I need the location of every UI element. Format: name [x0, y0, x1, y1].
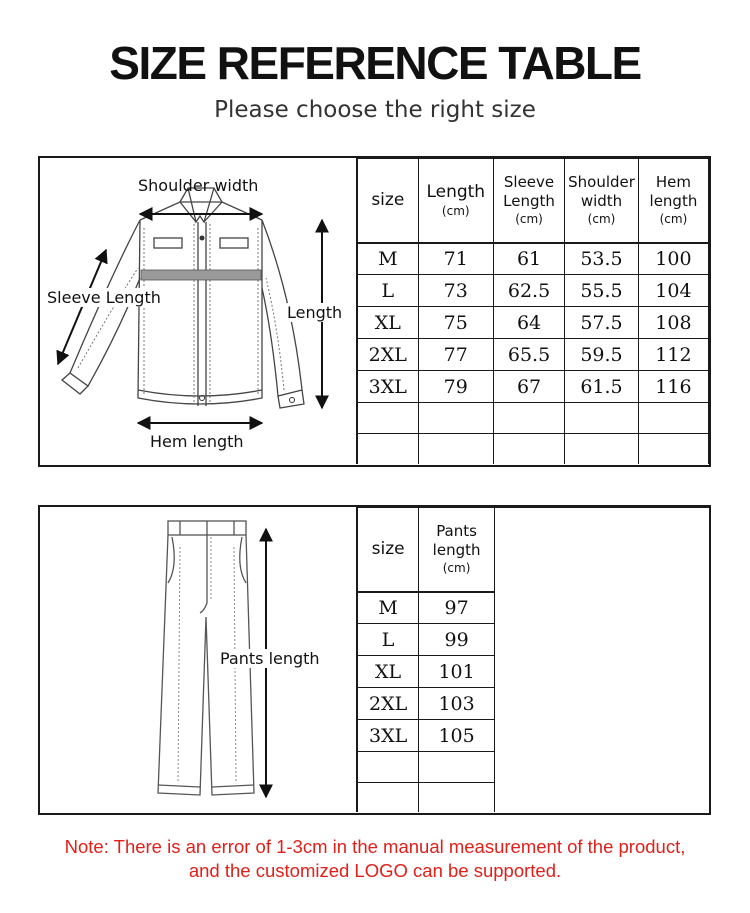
header-pants-text-2: length [432, 541, 481, 560]
pants-size-table [356, 507, 709, 812]
header-sleeve-unit: (cm) [515, 212, 543, 227]
pants-length-cell: 105 [419, 720, 495, 752]
pants-length-label: Pants length [220, 649, 320, 668]
empty-row [357, 434, 709, 464]
size-cell: 3XL [357, 371, 418, 403]
pants-illustration [40, 507, 356, 813]
header-sleeve-text-1: Sleeve [503, 173, 555, 192]
sleeve-length-label: Sleeve Length [47, 288, 161, 307]
shoulder-cell: 53.5 [565, 243, 639, 275]
size-cell: 2XL [357, 339, 418, 371]
header-sleeve-text-2: Length [503, 192, 555, 211]
header-length-text: Length [426, 182, 486, 203]
empty-row [357, 403, 709, 434]
table-row [357, 307, 709, 339]
reflective-stripe [141, 270, 261, 280]
length-cell: 71 [418, 243, 493, 275]
length-cell: 79 [418, 371, 493, 403]
shoulder-width-label: Shoulder width [138, 176, 259, 195]
header-hem-length [638, 159, 708, 243]
size-cell: XL [357, 307, 418, 339]
header-hem-unit: (cm) [659, 212, 688, 227]
header-shoulder-text-2: width [580, 192, 623, 211]
header-hem-text-1: Hem [655, 173, 691, 192]
sleeve-cell: 67 [493, 371, 564, 403]
hem-cell: 116 [638, 371, 708, 403]
table-row [357, 339, 709, 371]
table-row [357, 371, 709, 403]
header-shoulder-width [565, 159, 639, 243]
note-line-2: and the customized LOGO can be supported. [188, 860, 562, 881]
header-pants-text-1: Pants [436, 522, 477, 541]
size-cell: M [357, 592, 419, 624]
length-cell: 73 [418, 275, 493, 307]
jacket-illustration [40, 158, 356, 465]
header-pants-length [419, 508, 495, 592]
hem-cell: 112 [638, 339, 708, 371]
size-cell: M [357, 243, 418, 275]
sleeve-cell: 65.5 [493, 339, 564, 371]
size-cell: L [357, 624, 419, 656]
hem-cell: 104 [638, 275, 708, 307]
header-sleeve-length [493, 159, 564, 243]
pants-length-cell: 103 [419, 688, 495, 720]
note-line-1: Note: There is an error of 1-3cm in the manual measurement of the product, [64, 836, 686, 857]
header-shoulder-text-1: Shoulder [568, 173, 635, 192]
pants-length-cell: 99 [419, 624, 495, 656]
pants-size-panel [38, 505, 711, 815]
hem-cell: 108 [638, 307, 708, 339]
shoulder-cell: 61.5 [565, 371, 639, 403]
shoulder-cell: 59.5 [565, 339, 639, 371]
size-cell: XL [357, 656, 419, 688]
shoulder-cell: 55.5 [565, 275, 639, 307]
sleeve-cell: 64 [493, 307, 564, 339]
header-pants-unit: (cm) [442, 561, 471, 576]
length-cell: 77 [418, 339, 493, 371]
size-cell: 2XL [357, 688, 419, 720]
header-length [418, 159, 493, 243]
header-shoulder-unit: (cm) [587, 212, 616, 227]
size-cell: L [357, 275, 418, 307]
blank-area [494, 508, 709, 812]
table-row [357, 243, 709, 275]
shoulder-cell: 57.5 [565, 307, 639, 339]
pants-length-cell: 97 [419, 592, 495, 624]
hem-length-label: Hem length [150, 432, 244, 451]
header-size: size [357, 508, 419, 592]
jacket-size-panel [38, 156, 711, 467]
header-hem-text-2: length [649, 192, 698, 211]
page-subtitle: Please choose the right size [214, 97, 536, 123]
hem-cell: 100 [638, 243, 708, 275]
header-size: size [357, 159, 418, 243]
sleeve-cell: 62.5 [493, 275, 564, 307]
table-row [357, 275, 709, 307]
sleeve-cell: 61 [493, 243, 564, 275]
header-length-unit: (cm) [441, 204, 470, 219]
length-cell: 75 [418, 307, 493, 339]
jacket-size-table [356, 158, 709, 464]
length-label: Length [287, 303, 343, 322]
pants-length-cell: 101 [419, 656, 495, 688]
page-title: SIZE REFERENCE TABLE [109, 37, 641, 89]
size-cell: 3XL [357, 720, 419, 752]
